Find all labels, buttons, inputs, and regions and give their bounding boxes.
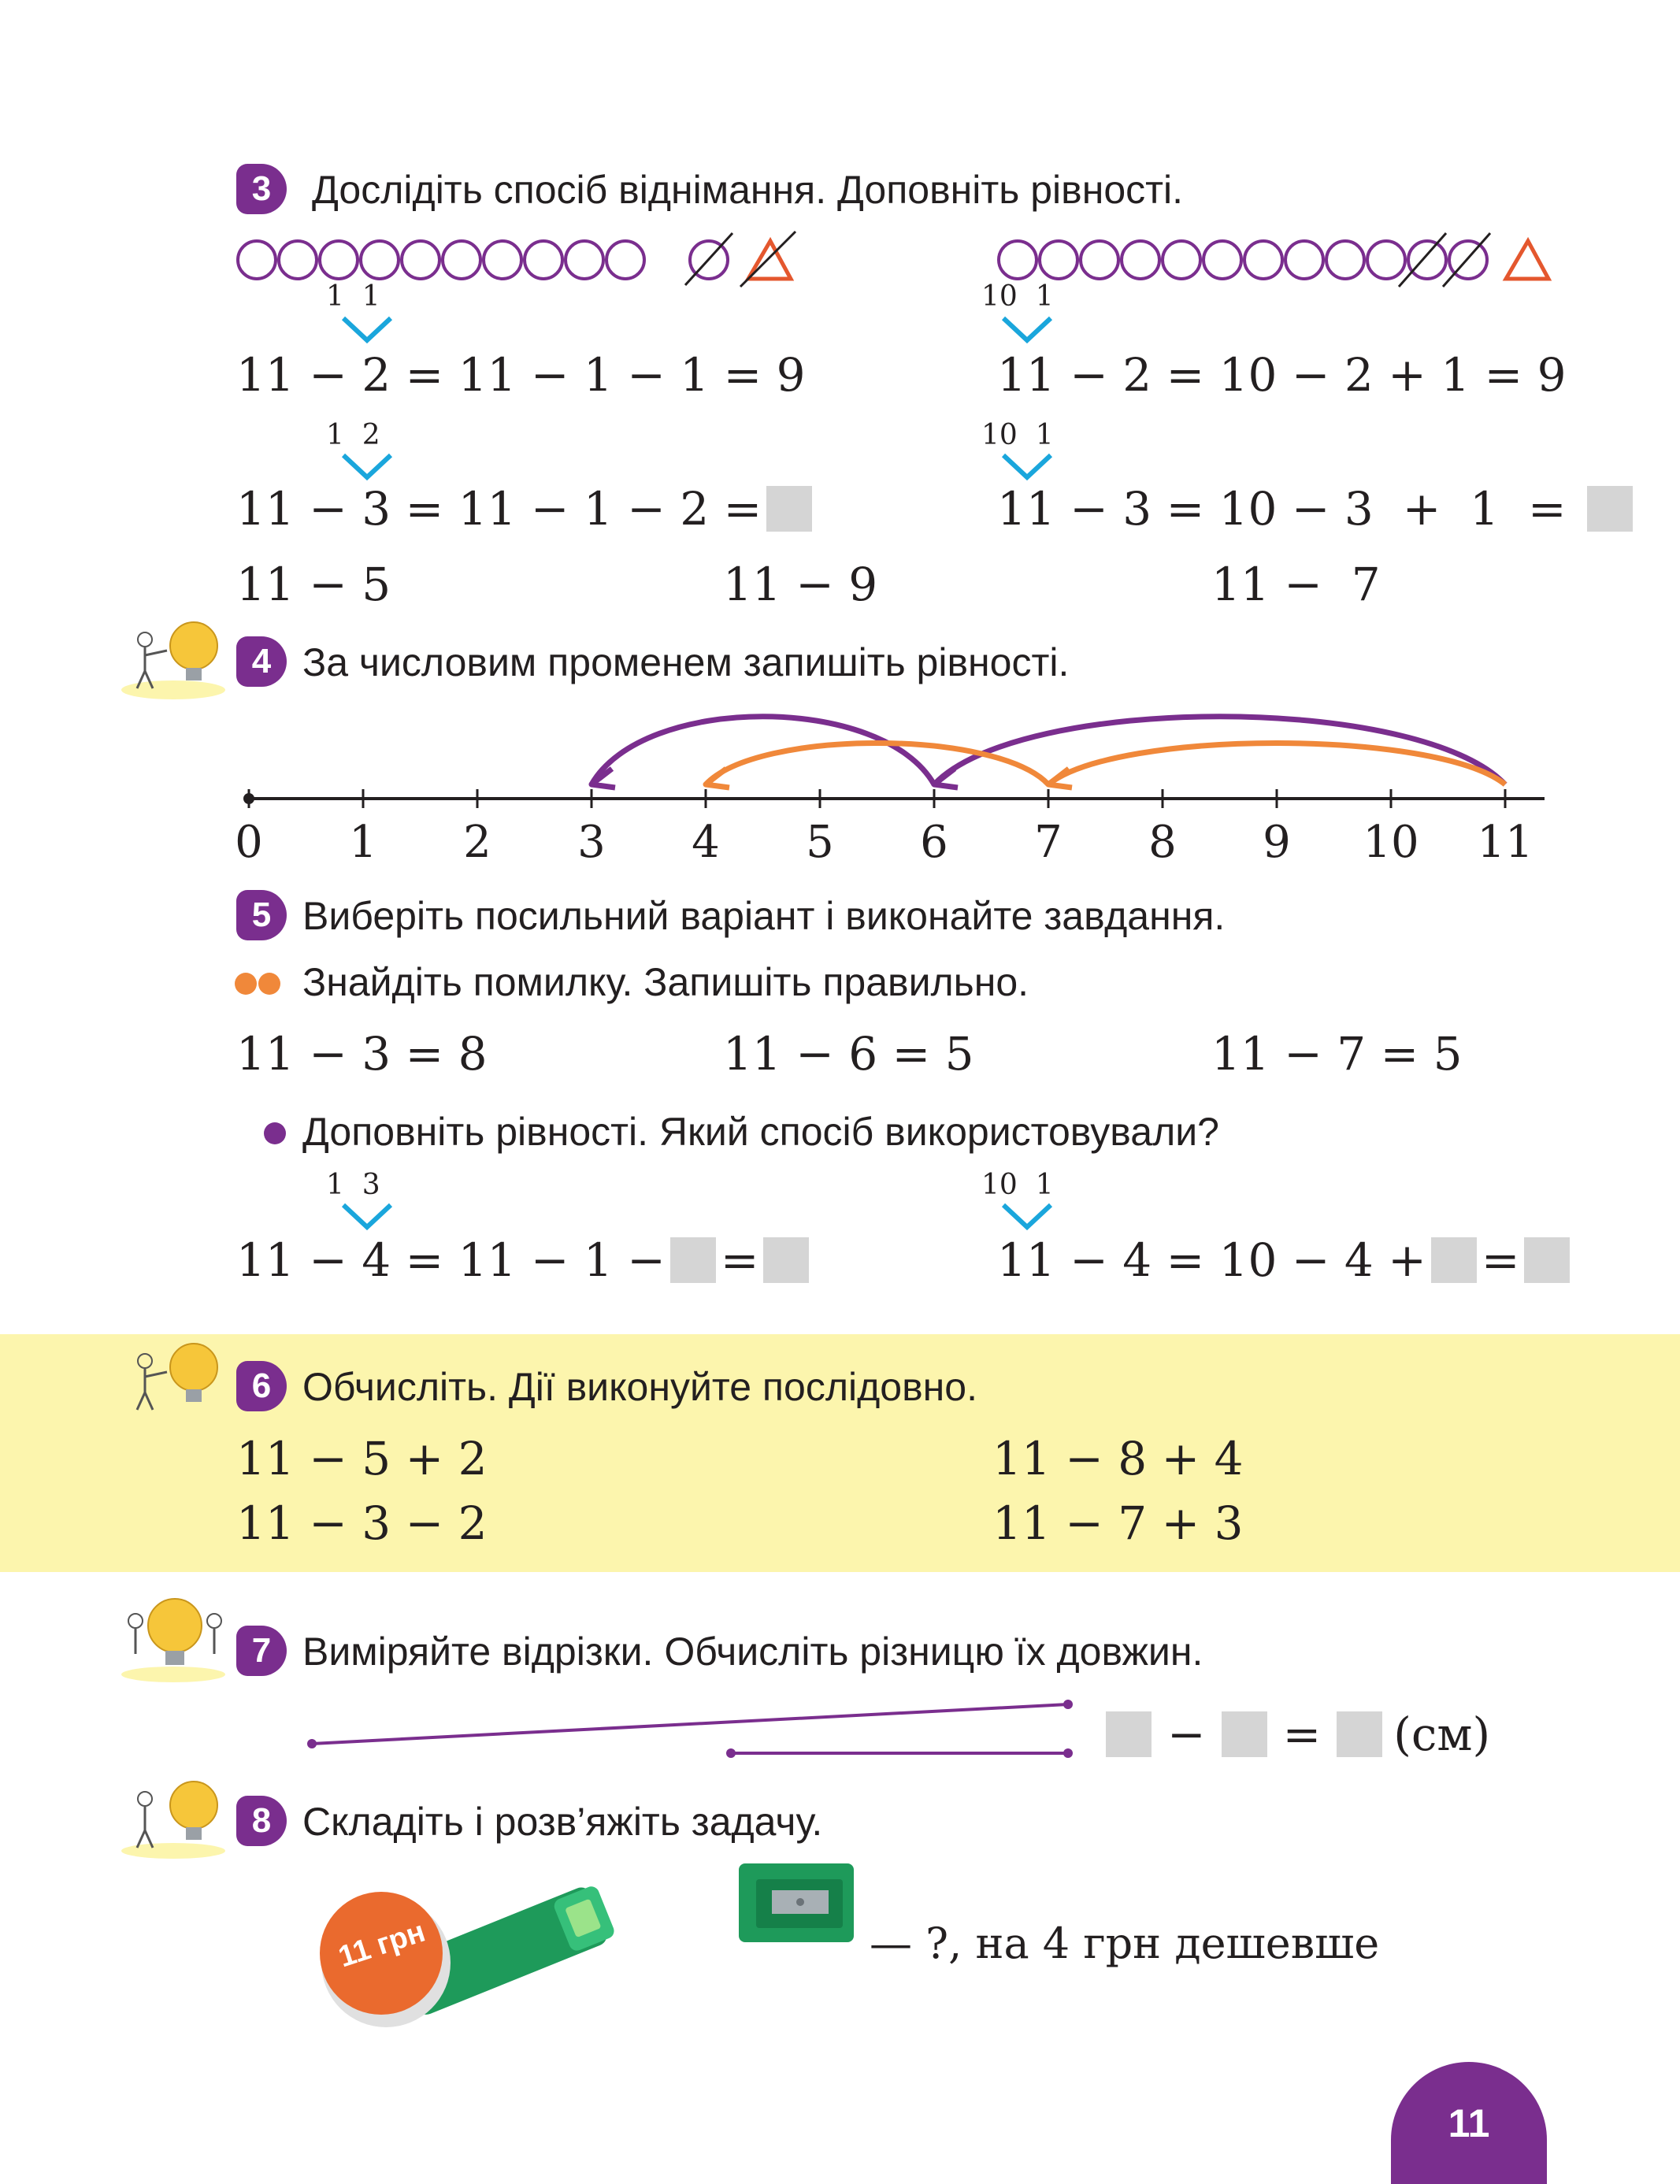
task-title-4: За числовим променем запишіть рівності. <box>302 640 1070 684</box>
split-check-icon <box>1000 1200 1055 1232</box>
task-badge-8: 8 <box>236 1796 287 1846</box>
variant-a-text: Знайдіть помилку. Запишіть правильно. <box>302 960 1029 1004</box>
answer-blank[interactable] <box>670 1237 716 1283</box>
answer-blank[interactable] <box>1337 1711 1382 1757</box>
split-hint-right-2: 10 1 <box>981 419 1054 451</box>
jump-arc <box>592 717 934 784</box>
equation-5a-3: 11 − 7 = 5 <box>1211 1027 1463 1081</box>
task-title-3: Дослідіть спосіб віднімання. Доповніть рівності. <box>312 168 1184 212</box>
lightbulb-figure-icon <box>118 614 228 701</box>
tick-label: 8 <box>1148 817 1177 858</box>
tick-label: 5 <box>806 817 834 858</box>
answer-blank[interactable] <box>1106 1711 1152 1757</box>
number-line <box>228 693 1567 858</box>
tick-label: 11 <box>1477 817 1534 858</box>
tick-label: 1 <box>349 817 377 858</box>
tick-label: 2 <box>463 817 491 858</box>
circle <box>443 241 480 279</box>
task-title-8: Складіть і розв’яжіть задачу. <box>302 1800 823 1844</box>
split-hint-right-1: 10 1 <box>981 280 1054 313</box>
equation-3-extra-1: 11 − 5 <box>236 558 391 611</box>
split-hint-5-right: 10 1 <box>981 1169 1054 1201</box>
tick-label: 10 <box>1363 817 1419 858</box>
lightbulb-figures-icon <box>118 1589 228 1684</box>
task-badge-4: 4 <box>236 636 287 687</box>
segments-to-measure <box>299 1692 1079 1763</box>
price-tag-label: 11 грн <box>334 1915 429 1974</box>
equation-3-right-1: 11 − 2 = 10 − 2 + 1 = 9 <box>997 348 1567 402</box>
split-check-icon <box>340 1200 395 1232</box>
tick-label: 7 <box>1034 817 1063 858</box>
answer-blank[interactable] <box>763 1237 809 1283</box>
circle <box>279 241 317 279</box>
circle <box>484 241 521 279</box>
circle <box>525 241 562 279</box>
task-badge-6: 6 <box>236 1361 287 1411</box>
equation-3-left-1: 11 − 2 = 11 − 1 − 1 = 9 <box>236 348 806 402</box>
task-badge-7: 7 <box>236 1626 287 1676</box>
split-check-icon <box>340 313 395 345</box>
equation-6-4: 11 − 7 + 3 <box>992 1496 1244 1550</box>
arrowhead <box>1048 769 1072 788</box>
task-badge-3: 3 <box>236 164 287 214</box>
task-badge-5: 5 <box>236 890 287 940</box>
split-check-icon <box>1000 313 1055 345</box>
tick-label: 0 <box>235 817 263 858</box>
circle <box>320 241 358 279</box>
circle <box>566 241 603 279</box>
triangle <box>1506 241 1548 279</box>
lightbulb-figure-icon <box>118 1772 228 1859</box>
variant-b-text: Доповніть рівності. Який спосіб використовували? <box>302 1110 1219 1154</box>
answer-blank[interactable] <box>1587 486 1633 532</box>
jump-arc <box>1048 743 1505 785</box>
split-hint-left-2: 1 2 <box>326 419 380 451</box>
equation-5b-right: 11 − 4 = 10 − 4 + = <box>997 1233 1574 1287</box>
circle <box>238 241 276 279</box>
tick-label: 3 <box>577 817 606 858</box>
task-title-5: Виберіть посильний варіант і виконайте завдання. <box>302 894 1226 938</box>
page-number: 11 <box>1391 2062 1547 2184</box>
tick-label: 6 <box>920 817 948 858</box>
answer-blank[interactable] <box>766 486 812 532</box>
equation-5b-left: 11 − 4 = 11 − 1 − = <box>236 1233 814 1287</box>
equation-6-2: 11 − 8 + 4 <box>992 1432 1244 1485</box>
circle <box>402 241 439 279</box>
two-dot-level-icon <box>233 970 288 997</box>
equation-3-right-2: 11 − 3 = 10 − 3 + 1 = <box>997 482 1637 536</box>
answer-blank[interactable] <box>1431 1237 1477 1283</box>
jump-arc <box>934 717 1505 784</box>
equation-5a-1: 11 − 3 = 8 <box>236 1027 488 1081</box>
split-check-icon <box>340 451 395 482</box>
equation-7: − = (см) <box>1101 1708 1490 1761</box>
task8-question: — ?, на 4 грн дешевше <box>870 1919 1380 1968</box>
equation-3-left-2: 11 − 3 = 11 − 1 − 2 = <box>236 482 817 536</box>
tick-label: 9 <box>1263 817 1291 858</box>
split-hint-5-left: 1 3 <box>326 1169 380 1201</box>
circle <box>361 241 399 279</box>
split-check-icon <box>1000 451 1055 482</box>
sharpener-image <box>732 1856 859 1950</box>
counting-circles-right <box>997 228 1564 291</box>
segment-long <box>312 1704 1068 1744</box>
task-title-7: Виміряйте відрізки. Обчисліть різницю їх довжин. <box>302 1630 1203 1674</box>
counting-circles-left <box>236 228 803 291</box>
equation-5a-2: 11 − 6 = 5 <box>723 1027 974 1081</box>
lightbulb-figure-icon <box>118 1334 228 1421</box>
answer-blank[interactable] <box>1222 1711 1267 1757</box>
tick-label: 4 <box>692 817 720 858</box>
equation-6-1: 11 − 5 + 2 <box>236 1432 488 1485</box>
one-dot-level-icon <box>261 1120 288 1147</box>
answer-blank[interactable] <box>1524 1237 1570 1283</box>
circle <box>606 241 644 279</box>
equation-3-extra-3: 11 − 7 <box>1211 558 1381 611</box>
task-title-6: Обчисліть. Дії виконуйте послідовно. <box>302 1365 977 1409</box>
equation-3-extra-2: 11 − 9 <box>723 558 878 611</box>
equation-6-3: 11 − 3 − 2 <box>236 1496 488 1550</box>
split-hint-left-1: 1 1 <box>326 280 380 313</box>
